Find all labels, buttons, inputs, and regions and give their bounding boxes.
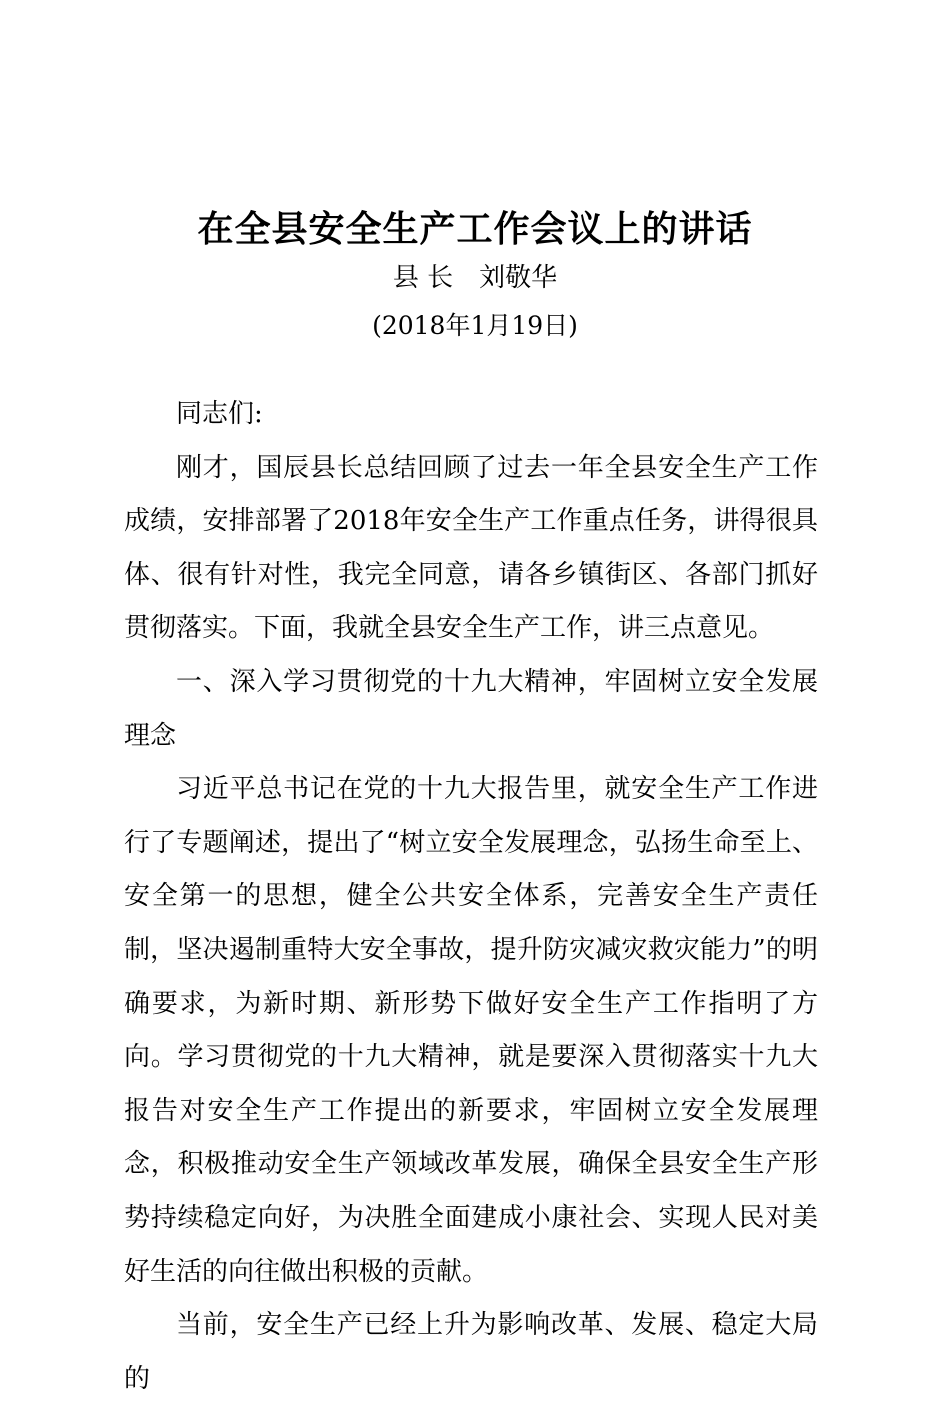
document-body xyxy=(124,388,818,1406)
paragraph-1: 刚才，国辰县长总结回顾了过去一年全县安全生产工作成绩，安排部署了2018年安全生产工作重点任务，讲得很具体、很有针对性，我完全同意，请各乡镇街区、各部门抓好贯彻落实。下面，我就全县安全生产工作，讲三点意见。 xyxy=(124,452,818,644)
section-heading-1: 一、深入学习贯彻党的十九大精神，牢固树立安全发展理念 xyxy=(124,666,818,751)
document-title: 在全县安全生产工作会议上的讲话 xyxy=(197,208,753,250)
author-line: 县 长 刘敬华 xyxy=(392,263,558,293)
paragraph-2: 习近平总书记在党的十九大报告里，就安全生产工作进行了专题阐述，提出了“树立安全发展理念，弘扬生命至上、安全第一的思想，健全公共安全体系，完善安全生产责任制，坚决遏制重特大安全事故，提升防灾减灾救灾能力”的明确要求，为新时期、新形势下做好安全生产工作指明了方向。学习贯彻党的十九大精神，就是要深入贯彻落实十九大报告对安全生产工作提出的新要求，牢固树立安全发展理念，积极推动安全生产领域改革发展，确保全县安全生产形势持续稳定向好，为决胜全面建成小康社会、实现人民对美好生活的向往做出积极的贡献。 xyxy=(124,774,818,1287)
salutation: 同志们: xyxy=(176,399,263,429)
date-line: (2018年1月19日) xyxy=(372,311,578,340)
paragraph-3: 当前，安全生产已经上升为影响改革、发展、稳定大局的 xyxy=(124,1310,818,1394)
